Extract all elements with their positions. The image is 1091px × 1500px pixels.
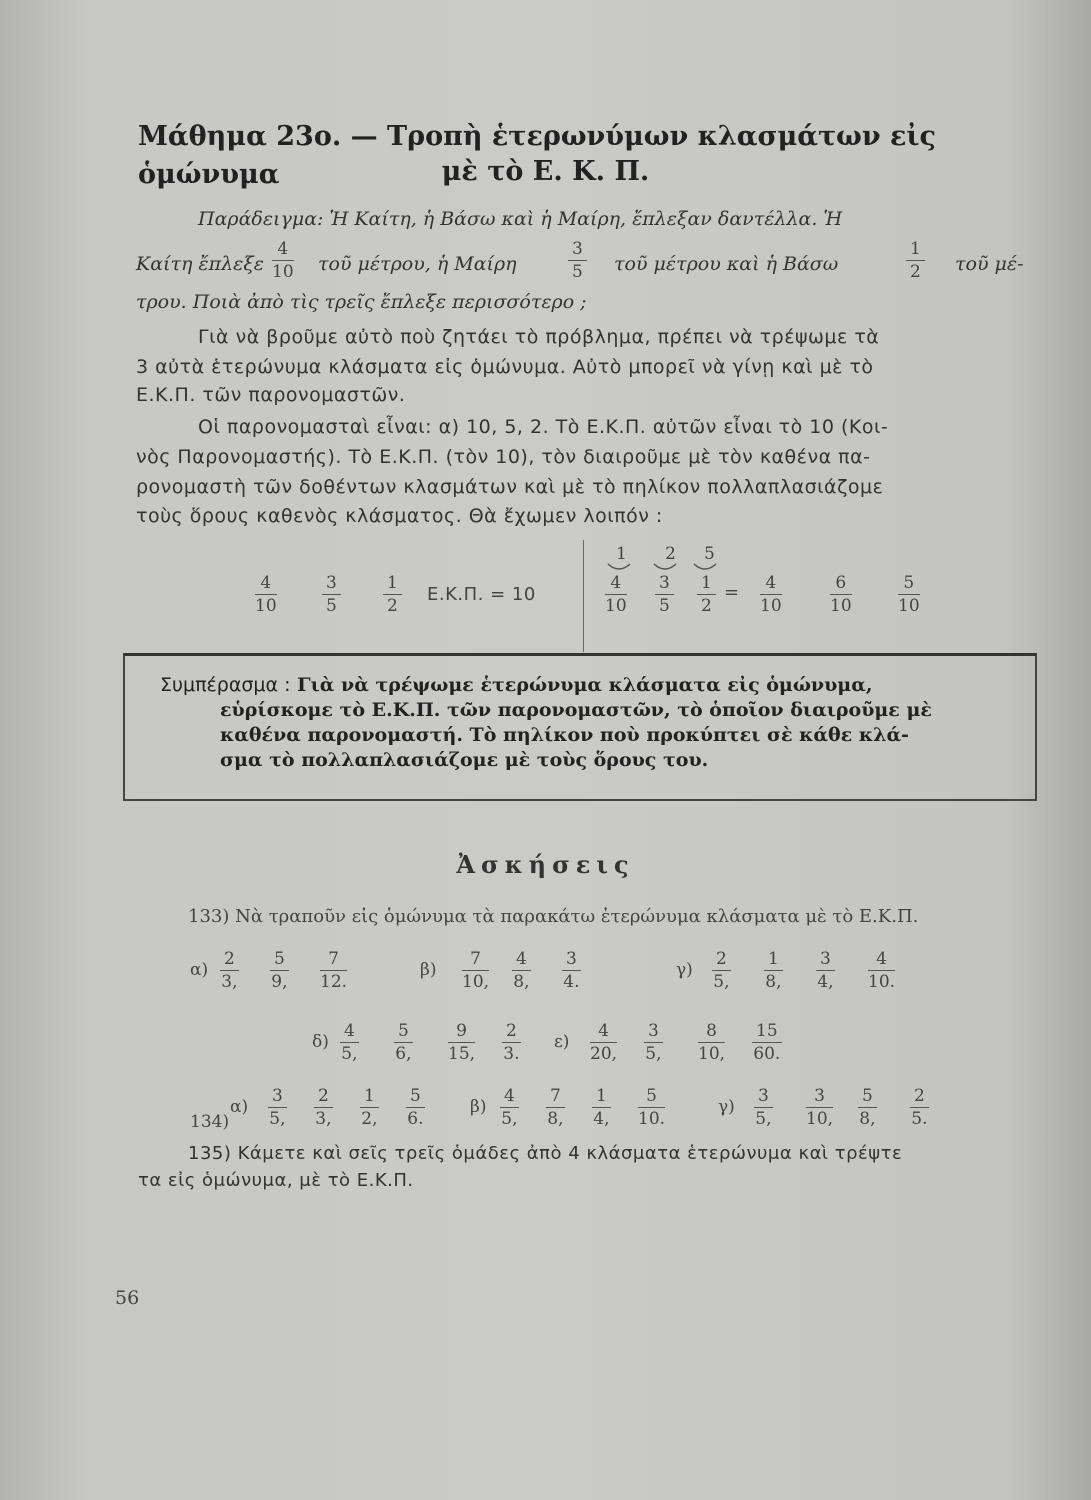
calc-right-frac-3 — [697, 572, 716, 617]
denominator: 4, — [593, 1109, 610, 1129]
denominator: 60. — [753, 1044, 781, 1064]
denominator: 3, — [221, 972, 238, 992]
ex134-group-3-frac-3 — [858, 1085, 877, 1130]
conclusion-line2: εὑρίσκομε τὸ Ε.Κ.Π. τῶν παρονομαστῶν, τὸ ὁποῖον διαιροῦμε μὲ — [220, 699, 932, 721]
example-frac-3 — [906, 238, 925, 283]
numerator: 6 — [830, 572, 852, 595]
exercise-133-text: 133) Νὰ τραποῦν εἰς ὁμώνυμα τὰ παρακάτω ἑτερώνυμα κλάσματα μὲ τὸ Ε.Κ.Π. — [188, 906, 919, 927]
numerator: 5 — [638, 1085, 665, 1108]
ex133-group-3-label: γ) — [676, 960, 693, 980]
calc-result-frac-3 — [898, 572, 920, 617]
denominator: 10 — [830, 596, 852, 616]
denominator: 5, — [755, 1109, 772, 1129]
calc-left-frac-3 — [383, 572, 402, 617]
exercise-135-line1: 135) Κάμετε καὶ σεῖς τρεῖς ὁμάδες ἀπὸ 4 κλάσματα ἑτερώνυμα καὶ τρέψτε — [188, 1143, 903, 1164]
numerator: 7 — [546, 1085, 565, 1108]
ex134-group-1-frac-1 — [268, 1085, 287, 1130]
ex134-group-2-frac-1 — [500, 1085, 519, 1130]
ex133-group-5-frac-2 — [644, 1020, 663, 1065]
denominator: 5 — [572, 262, 583, 282]
multiplier-2: 2 — [665, 544, 676, 564]
numerator: 4 — [868, 948, 895, 971]
numerator: 4 — [760, 572, 782, 595]
numerator: 9 — [448, 1020, 475, 1043]
denominator: 5. — [911, 1109, 928, 1129]
numerator: 5 — [270, 948, 289, 971]
numerator: 2 — [502, 1020, 521, 1043]
ex134-group-1-label: α) — [230, 1097, 249, 1117]
numerator: 2 — [712, 948, 731, 971]
denominator: 8, — [547, 1109, 564, 1129]
numerator: 3 — [816, 948, 835, 971]
ex133-group-5-label: ε) — [554, 1032, 570, 1052]
denominator: 3, — [315, 1109, 332, 1129]
numerator: 1 — [383, 572, 402, 595]
numerator: 3 — [568, 238, 587, 261]
ex134-group-2-frac-2 — [546, 1085, 565, 1130]
denominator: 20, — [590, 1044, 618, 1064]
ex133-group-1-frac-1 — [220, 948, 239, 993]
numerator: 4 — [255, 572, 277, 595]
ex133-group-5-frac-4 — [752, 1020, 782, 1065]
example-line2-b: τοῦ μέτρου, ἡ Μαίρη — [318, 253, 517, 275]
para2-line2: νὸς Παρονομαστής). Τὸ Ε.Κ.Π. (τὸν 10), τὸν διαιροῦμε μὲ τὸν καθένα πα- — [136, 446, 871, 468]
denominator: 6, — [395, 1044, 412, 1064]
conclusion-label: Συμπέρασμα : — [160, 674, 291, 696]
numerator: 5 — [858, 1085, 877, 1108]
numerator: 3 — [655, 572, 674, 595]
numerator: 1 — [906, 238, 925, 261]
calc-result-frac-2 — [830, 572, 852, 617]
numerator: 2 — [220, 948, 239, 971]
numerator: 7 — [320, 948, 347, 971]
para1-line3: Ε.Κ.Π. τῶν παρονομαστῶν. — [136, 384, 406, 406]
para2-line4: τοὺς ὅρους καθενὸς κλάσματος. Θὰ ἔχωμεν λοιπόν : — [136, 505, 663, 527]
numerator: 7 — [462, 948, 489, 971]
para2-line3: ρονομαστὴ τῶν δοθέντων κλασμάτων καὶ μὲ τὸ πηλίκον πολλαπλασιάζομε — [136, 476, 884, 498]
numerator: 15 — [752, 1020, 782, 1043]
example-frac-2 — [568, 238, 587, 283]
numerator: 5 — [406, 1085, 425, 1108]
example-frac-1 — [272, 238, 294, 283]
numerator: 1 — [764, 948, 783, 971]
exercise-135-line2: τα εἰς ὁμώνυμα, μὲ τὸ Ε.Κ.Π. — [138, 1170, 414, 1191]
ex134-group-1-frac-2 — [314, 1085, 333, 1130]
example-line1: Παράδειγμα: Ἡ Καίτη, ἡ Βάσω καὶ ἡ Μαίρη, ἔπλεξαν δαντέλλα. Ἡ — [198, 208, 843, 230]
ex134-group-2-frac-4 — [638, 1085, 665, 1130]
denominator: 5, — [501, 1109, 518, 1129]
numerator: 3 — [562, 948, 581, 971]
calc-left-frac-2 — [322, 572, 341, 617]
multiplier-3: 5 — [704, 544, 715, 564]
multiplier-1: 1 — [616, 544, 627, 564]
denominator: 8, — [859, 1109, 876, 1129]
ex134-group-3-label: γ) — [718, 1097, 735, 1117]
denominator: 9, — [271, 972, 288, 992]
ex133-group-1-label: α) — [190, 960, 209, 980]
ex133-group-2-frac-3 — [562, 948, 581, 993]
numerator: 2 — [314, 1085, 333, 1108]
numerator: 4 — [500, 1085, 519, 1108]
ex134-group-1-frac-4 — [406, 1085, 425, 1130]
ex133-group-4-label: δ) — [312, 1032, 329, 1052]
ex133-group-1-frac-3 — [320, 948, 347, 993]
example-line3: τρου. Ποιὰ ἀπὸ τὶς τρεῖς ἔπλεξε περισσότερο ; — [136, 291, 587, 313]
denominator: 5, — [645, 1044, 662, 1064]
numerator: 1 — [592, 1085, 611, 1108]
denominator: 2 — [701, 596, 712, 616]
denominator: 10. — [638, 1109, 666, 1129]
numerator: 2 — [910, 1085, 929, 1108]
ex133-group-3-frac-1 — [712, 948, 731, 993]
numerator: 3 — [806, 1085, 833, 1108]
denominator: 5, — [341, 1044, 358, 1064]
calc-right-frac-1 — [605, 572, 627, 617]
para1-line1: Γιὰ νὰ βροῦμε αὐτὸ ποὺ ζητάει τὸ πρόβλημα, πρέπει νὰ τρέψωμε τὰ — [198, 326, 880, 348]
numerator: 3 — [268, 1085, 287, 1108]
example-line2-a: Καίτη ἔπλεξε — [136, 253, 264, 275]
denominator: 5, — [713, 972, 730, 992]
denominator: 5, — [269, 1109, 286, 1129]
ex134-group-2-frac-3 — [592, 1085, 611, 1130]
example-line2-d: τοῦ μέ- — [955, 253, 1024, 275]
denominator: 8, — [765, 972, 782, 992]
exercise-134-label: 134) — [190, 1112, 230, 1132]
numerator: 4 — [605, 572, 627, 595]
denominator: 4, — [817, 972, 834, 992]
ex133-group-4-frac-2 — [394, 1020, 413, 1065]
denominator: 10 — [605, 596, 627, 616]
ex133-group-3-frac-2 — [764, 948, 783, 993]
ex134-group-1-frac-3 — [360, 1085, 379, 1130]
denominator: 10 — [898, 596, 920, 616]
numerator: 4 — [340, 1020, 359, 1043]
ex133-group-3-frac-4 — [868, 948, 895, 993]
calc-equals: = — [724, 582, 740, 603]
ex133-group-2-label: β) — [420, 960, 437, 980]
ex134-group-3-frac-1 — [754, 1085, 773, 1130]
numerator: 3 — [322, 572, 341, 595]
page-number: 56 — [115, 1287, 140, 1309]
denominator: 6. — [407, 1109, 424, 1129]
denominator: 5 — [326, 596, 337, 616]
conclusion-line3: καθένα παρονομαστή. Τὸ πηλίκον ποὺ προκύπτει σὲ κάθε κλά- — [220, 724, 909, 746]
ex134-group-3-frac-4 — [910, 1085, 929, 1130]
denominator: 4. — [563, 972, 580, 992]
denominator: 8, — [513, 972, 530, 992]
para1-line2: 3 αὐτὰ ἑτερώνυμα κλάσματα εἰς ὁμώνυμα. Αὐτὸ μπορεῖ νὰ γίνῃ καὶ μὲ τὸ — [136, 356, 874, 378]
ex133-group-4-frac-3 — [448, 1020, 475, 1065]
denominator: 2, — [361, 1109, 378, 1129]
numerator: 5 — [898, 572, 920, 595]
denominator: 10, — [462, 972, 490, 992]
ex133-group-5-frac-3 — [698, 1020, 725, 1065]
conclusion-text — [160, 673, 1020, 773]
ex133-group-4-frac-4 — [502, 1020, 521, 1065]
denominator: 10, — [698, 1044, 726, 1064]
denominator: 10 — [272, 262, 294, 282]
ex133-group-3-frac-3 — [816, 948, 835, 993]
lesson-subtitle: μὲ τὸ Ε. Κ. Π. — [441, 156, 650, 187]
ex133-group-2-frac-1 — [462, 948, 489, 993]
ex134-group-2-label: β) — [470, 1097, 487, 1117]
calc-separator — [583, 540, 584, 652]
ex133-group-1-frac-2 — [270, 948, 289, 993]
calc-ekp: Ε.Κ.Π. = 10 — [427, 584, 536, 605]
ex134-group-3-frac-2 — [806, 1085, 833, 1130]
conclusion-line1: Γιὰ νὰ τρέψωμε ἑτερώνυμα κλάσματα εἰς ὁμώνυμα, — [297, 674, 873, 696]
denominator: 10 — [255, 596, 277, 616]
denominator: 3. — [503, 1044, 520, 1064]
denominator: 2 — [387, 596, 398, 616]
denominator: 2 — [910, 262, 921, 282]
denominator: 5 — [659, 596, 670, 616]
lesson-title: Μάθημα 23ο. — Τροπὴ ἑτερωνύμων κλασμάτων εἰς ὁμώνυμα — [138, 121, 936, 190]
numerator: 8 — [698, 1020, 725, 1043]
example-line2-c: τοῦ μέτρου καὶ ἡ Βάσω — [614, 253, 839, 275]
numerator: 5 — [394, 1020, 413, 1043]
numerator: 4 — [590, 1020, 617, 1043]
para2-line1: Οἱ παρονομασταὶ εἶναι: α) 10, 5, 2. Τὸ Ε.Κ.Π. αὐτῶν εἶναι τὸ 10 (Κοι- — [198, 416, 889, 438]
denominator: 12. — [320, 972, 348, 992]
calc-result-frac-1 — [760, 572, 782, 617]
numerator: 4 — [512, 948, 531, 971]
numerator: 1 — [360, 1085, 379, 1108]
denominator: 10, — [806, 1109, 834, 1129]
numerator: 3 — [644, 1020, 663, 1043]
conclusion-line4: σμα τὸ πολλαπλασιάζομε μὲ τοὺς ὅρους του. — [220, 749, 709, 771]
ex133-group-5-frac-1 — [590, 1020, 617, 1065]
exercises-title: Ἀσκήσεις — [456, 850, 635, 879]
calc-right-frac-2 — [655, 572, 674, 617]
numerator: 4 — [272, 238, 294, 261]
denominator: 10 — [760, 596, 782, 616]
denominator: 15, — [448, 1044, 476, 1064]
ex133-group-4-frac-1 — [340, 1020, 359, 1065]
ex133-group-2-frac-2 — [512, 948, 531, 993]
calc-left-frac-1 — [255, 572, 277, 617]
denominator: 10. — [868, 972, 896, 992]
numerator: 3 — [754, 1085, 773, 1108]
numerator: 1 — [697, 572, 716, 595]
